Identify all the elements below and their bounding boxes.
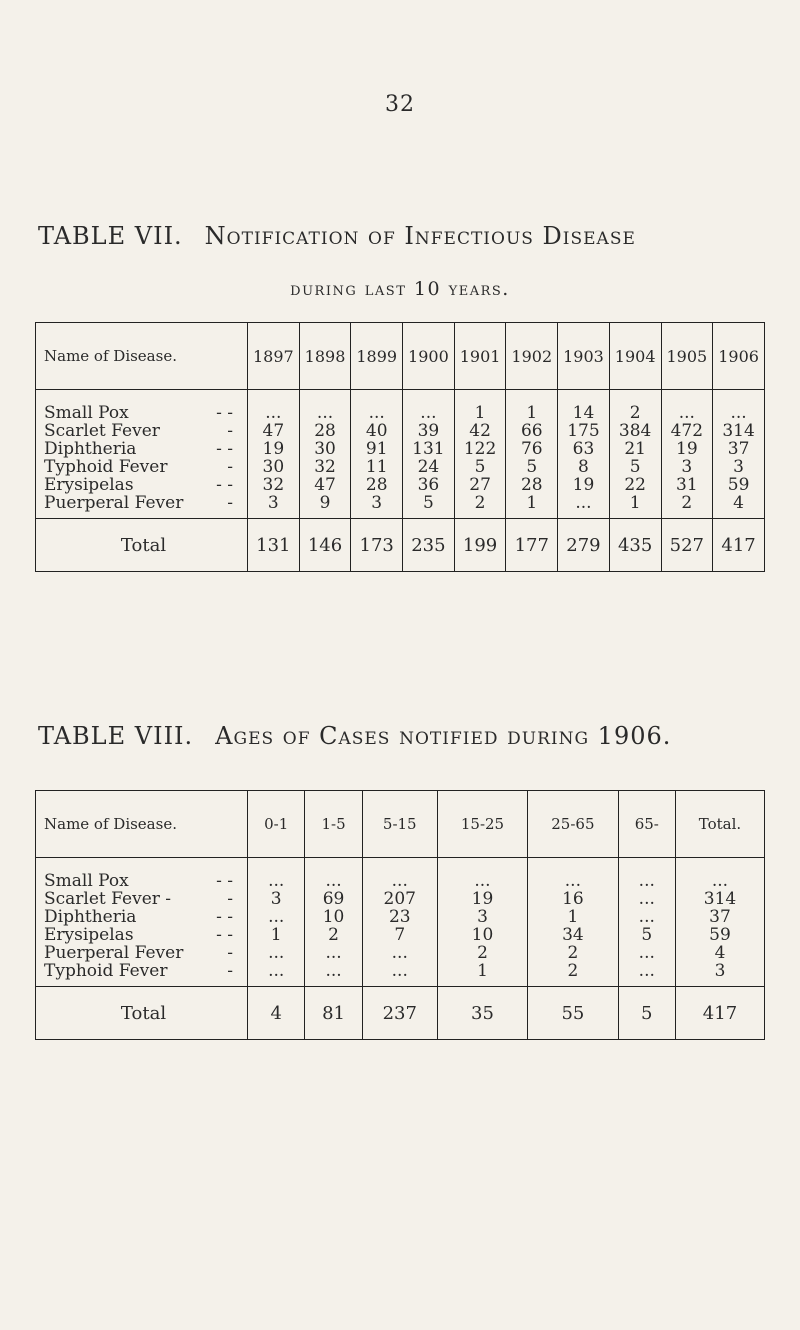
disease-name: Diphtheria	[44, 907, 137, 927]
count-cell: 7	[362, 926, 437, 944]
count-cell: 3	[248, 494, 300, 519]
row-leader-dashes: - -	[216, 907, 233, 927]
count-cell: 91	[351, 440, 403, 458]
count-cell: 37	[713, 440, 765, 458]
count-cell: 69	[305, 890, 362, 908]
table8	[35, 790, 765, 1040]
table8-row	[36, 890, 765, 908]
count-cell: 3	[437, 908, 527, 926]
count-cell: 28	[506, 476, 558, 494]
count-cell: ...	[299, 390, 351, 423]
disease-name-cell	[36, 422, 248, 440]
table8-title	[38, 722, 778, 750]
table7-year-header: 1905	[661, 323, 713, 390]
disease-name-cell	[36, 440, 248, 458]
count-cell: 9	[299, 494, 351, 519]
disease-name: Typhoid Fever	[44, 457, 168, 477]
total-cell: 417	[675, 987, 764, 1040]
count-cell: 314	[675, 890, 764, 908]
count-cell: ...	[248, 390, 300, 423]
table7-year-header: 1904	[609, 323, 661, 390]
total-cell: 35	[437, 987, 527, 1040]
count-cell: 2	[609, 390, 661, 423]
disease-name: Puerperal Fever	[44, 493, 184, 513]
table8-row	[36, 858, 765, 891]
count-cell: 2	[454, 494, 506, 519]
count-cell: ...	[248, 962, 305, 987]
count-cell: 5	[403, 494, 455, 519]
table8-row	[36, 926, 765, 944]
count-cell: ...	[437, 858, 527, 891]
total-cell: 435	[609, 519, 661, 572]
disease-name: Small Pox	[44, 403, 129, 423]
count-cell: 59	[713, 476, 765, 494]
count-cell: 30	[299, 440, 351, 458]
disease-name-cell	[36, 962, 248, 987]
page-number: 32	[385, 92, 415, 117]
count-cell: 36	[403, 476, 455, 494]
total-cell: 55	[528, 987, 618, 1040]
count-cell: 22	[609, 476, 661, 494]
table8-row	[36, 908, 765, 926]
table8-header-row	[36, 791, 765, 858]
table7-header-row	[36, 323, 765, 390]
count-cell: 8	[558, 458, 610, 476]
table7-label: TABLE VII.	[38, 222, 183, 250]
count-cell: ...	[248, 908, 305, 926]
table7-total-label: Total	[36, 519, 248, 572]
table7-row	[36, 390, 765, 423]
count-cell: 40	[351, 422, 403, 440]
table7-row	[36, 440, 765, 458]
total-cell: 131	[248, 519, 300, 572]
table8-label: TABLE VIII.	[38, 722, 194, 750]
count-cell: 2	[661, 494, 713, 519]
count-cell: 131	[403, 440, 455, 458]
table7-row	[36, 458, 765, 476]
table8-column-header: 65-	[618, 791, 675, 858]
count-cell: 3	[248, 890, 305, 908]
count-cell: 47	[299, 476, 351, 494]
total-cell: 81	[305, 987, 362, 1040]
disease-name: Erysipelas	[44, 925, 134, 945]
table7-row	[36, 476, 765, 494]
total-cell: 177	[506, 519, 558, 572]
table8-column-header: 1-5	[305, 791, 362, 858]
table7-year-header: 1897	[248, 323, 300, 390]
table7-year-header: 1902	[506, 323, 558, 390]
disease-name: Typhoid Fever	[44, 961, 168, 981]
total-cell: 235	[403, 519, 455, 572]
table8-column-header: 25-65	[528, 791, 618, 858]
count-cell: ...	[558, 494, 610, 519]
count-cell: 3	[713, 458, 765, 476]
table7-year-header: 1906	[713, 323, 765, 390]
row-leader-dashes: -	[227, 493, 233, 513]
disease-name: Diphtheria	[44, 439, 137, 459]
total-cell: 4	[248, 987, 305, 1040]
total-cell: 199	[454, 519, 506, 572]
count-cell: 47	[248, 422, 300, 440]
count-cell: ...	[305, 858, 362, 891]
disease-name: Scarlet Fever	[44, 421, 160, 441]
count-cell: ...	[362, 944, 437, 962]
count-cell: 314	[713, 422, 765, 440]
count-cell: 76	[506, 440, 558, 458]
table8-column-header: 15-25	[437, 791, 527, 858]
table7-heading: Notification of Infectious Disease	[204, 222, 636, 250]
count-cell: 3	[675, 962, 764, 987]
count-cell: ...	[661, 390, 713, 423]
count-cell: 37	[675, 908, 764, 926]
count-cell: 42	[454, 422, 506, 440]
disease-name-cell	[36, 476, 248, 494]
count-cell: ...	[675, 858, 764, 891]
row-leader-dashes: - -	[216, 925, 233, 945]
count-cell: 39	[403, 422, 455, 440]
row-leader-dashes: -	[227, 961, 233, 981]
table7-row	[36, 494, 765, 519]
count-cell: 19	[437, 890, 527, 908]
count-cell: 207	[362, 890, 437, 908]
count-cell: 11	[351, 458, 403, 476]
row-leader-dashes: -	[227, 421, 233, 441]
row-leader-dashes: -	[227, 457, 233, 477]
disease-name: Scarlet Fever -	[44, 889, 172, 909]
count-cell: 32	[248, 476, 300, 494]
count-cell: 1	[248, 926, 305, 944]
count-cell: ...	[362, 858, 437, 891]
count-cell: ...	[618, 962, 675, 987]
table8-column-header: 5-15	[362, 791, 437, 858]
disease-name-cell	[36, 944, 248, 962]
count-cell: ...	[362, 962, 437, 987]
count-cell: 10	[305, 908, 362, 926]
count-cell: 59	[675, 926, 764, 944]
count-cell: 4	[675, 944, 764, 962]
disease-name-cell	[36, 908, 248, 926]
count-cell: 2	[528, 944, 618, 962]
count-cell: 4	[713, 494, 765, 519]
count-cell: ...	[618, 858, 675, 891]
count-cell: 5	[609, 458, 661, 476]
row-leader-dashes: -	[227, 889, 233, 909]
table8-column-header: 0-1	[248, 791, 305, 858]
count-cell: 384	[609, 422, 661, 440]
count-cell: 2	[528, 962, 618, 987]
count-cell: 31	[661, 476, 713, 494]
count-cell: 122	[454, 440, 506, 458]
count-cell: 5	[454, 458, 506, 476]
count-cell: ...	[618, 944, 675, 962]
table8-row	[36, 962, 765, 987]
count-cell: ...	[403, 390, 455, 423]
table7-year-header: 1898	[299, 323, 351, 390]
disease-name-cell	[36, 458, 248, 476]
count-cell: 3	[661, 458, 713, 476]
count-cell: 1	[528, 908, 618, 926]
total-cell: 146	[299, 519, 351, 572]
count-cell: 5	[506, 458, 558, 476]
count-cell: 1	[454, 390, 506, 423]
table7-total-row	[36, 519, 765, 572]
table7-year-header: 1903	[558, 323, 610, 390]
table7-subtitle: during last 10 years.	[290, 278, 510, 300]
count-cell: 1	[609, 494, 661, 519]
total-cell: 173	[351, 519, 403, 572]
count-cell: ...	[305, 944, 362, 962]
row-leader-dashes: - -	[216, 439, 233, 459]
table7-title	[38, 222, 778, 250]
row-leader-dashes: - -	[216, 871, 233, 891]
table7-row	[36, 422, 765, 440]
count-cell: 23	[362, 908, 437, 926]
count-cell: 21	[609, 440, 661, 458]
disease-name-cell	[36, 494, 248, 519]
count-cell: ...	[305, 962, 362, 987]
count-cell: 66	[506, 422, 558, 440]
disease-name-cell	[36, 858, 248, 891]
row-leader-dashes: - -	[216, 403, 233, 423]
disease-name-cell	[36, 926, 248, 944]
count-cell: 19	[558, 476, 610, 494]
table8-heading: Ages of Cases notified during 1906.	[215, 722, 672, 750]
count-cell: 24	[403, 458, 455, 476]
count-cell: 32	[299, 458, 351, 476]
table7-year-header: 1900	[403, 323, 455, 390]
disease-name: Small Pox	[44, 871, 129, 891]
count-cell: 28	[299, 422, 351, 440]
table7-header-name: Name of Disease.	[36, 323, 248, 390]
count-cell: 472	[661, 422, 713, 440]
table7-year-header: 1899	[351, 323, 403, 390]
count-cell: ...	[618, 890, 675, 908]
count-cell: 1	[437, 962, 527, 987]
count-cell: 1	[506, 390, 558, 423]
count-cell: ...	[713, 390, 765, 423]
count-cell: 27	[454, 476, 506, 494]
table8-total-row	[36, 987, 765, 1040]
disease-name: Puerperal Fever	[44, 943, 184, 963]
count-cell: 14	[558, 390, 610, 423]
total-cell: 527	[661, 519, 713, 572]
count-cell: ...	[248, 944, 305, 962]
count-cell: 19	[661, 440, 713, 458]
total-cell: 5	[618, 987, 675, 1040]
count-cell: 19	[248, 440, 300, 458]
table8-row	[36, 944, 765, 962]
count-cell: 2	[437, 944, 527, 962]
count-cell: 10	[437, 926, 527, 944]
total-cell: 417	[713, 519, 765, 572]
count-cell: ...	[351, 390, 403, 423]
count-cell: ...	[528, 858, 618, 891]
table8-total-label: Total	[36, 987, 248, 1040]
count-cell: 34	[528, 926, 618, 944]
table7	[35, 322, 765, 572]
count-cell: 30	[248, 458, 300, 476]
disease-name: Erysipelas	[44, 475, 134, 495]
row-leader-dashes: - -	[216, 475, 233, 495]
count-cell: 28	[351, 476, 403, 494]
total-cell: 279	[558, 519, 610, 572]
total-cell: 237	[362, 987, 437, 1040]
table8-header-name: Name of Disease.	[36, 791, 248, 858]
count-cell: 3	[351, 494, 403, 519]
table8-column-header: Total.	[675, 791, 764, 858]
count-cell: ...	[618, 908, 675, 926]
count-cell: 2	[305, 926, 362, 944]
count-cell: 5	[618, 926, 675, 944]
count-cell: 1	[506, 494, 558, 519]
count-cell: ...	[248, 858, 305, 891]
disease-name-cell	[36, 890, 248, 908]
count-cell: 175	[558, 422, 610, 440]
table7-year-header: 1901	[454, 323, 506, 390]
count-cell: 16	[528, 890, 618, 908]
row-leader-dashes: -	[227, 943, 233, 963]
count-cell: 63	[558, 440, 610, 458]
disease-name-cell	[36, 390, 248, 423]
